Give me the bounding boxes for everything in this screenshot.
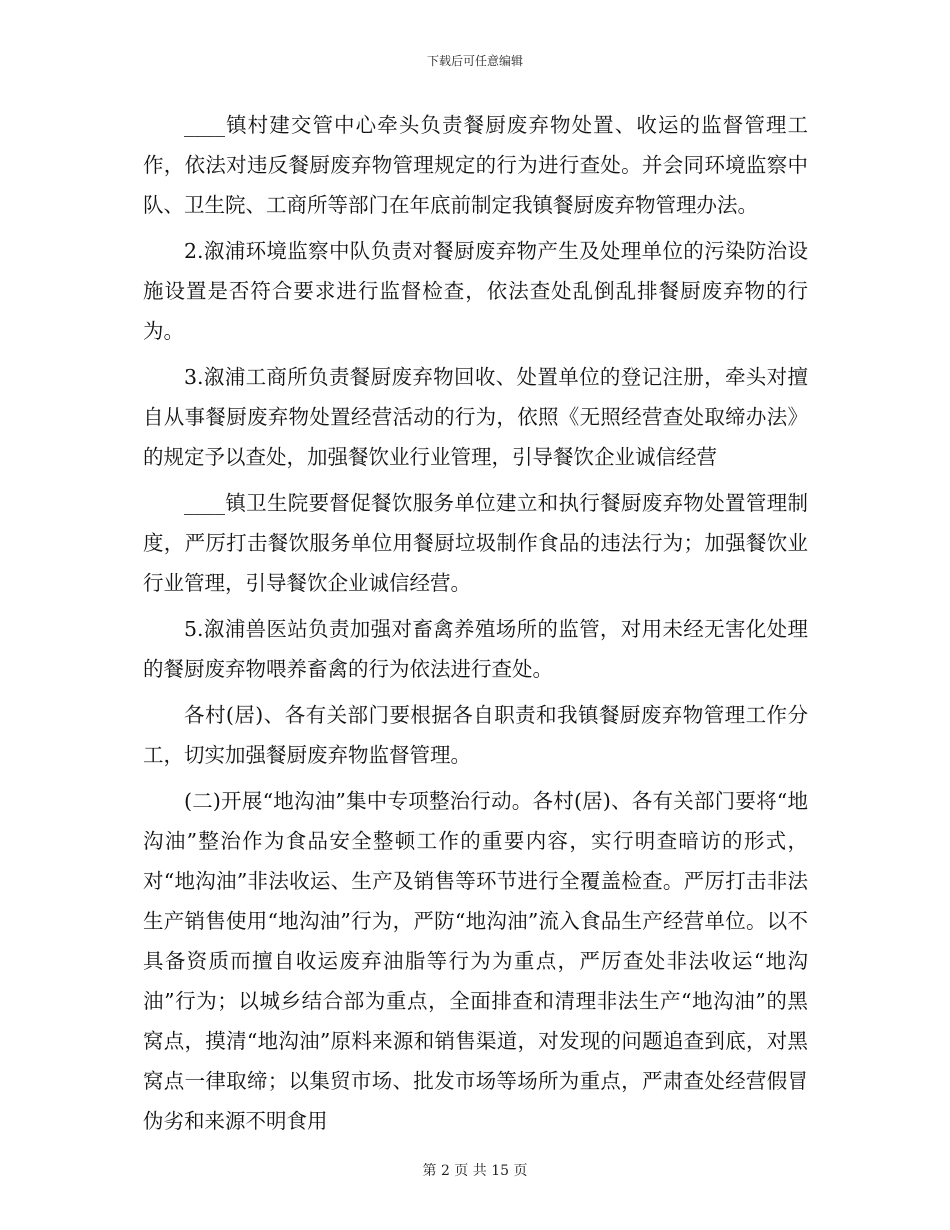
document-body <box>143 105 808 1147</box>
paragraph-6: 各村(居)、各有关部门要根据各自职责和我镇餐厨废弃物管理工作分工，切实加强餐厨废弃物监督管理。 <box>143 703 808 767</box>
page-header: 下载后可任意编辑 <box>426 54 523 68</box>
paragraph-5: 5.溆浦兽医站负责加强对畜禽养殖场所的监管，对用未经无害化处理的餐厨废弃物喂养畜禽的行为依法进行查处。 <box>143 617 808 681</box>
paragraph-4: ____镇卫生院要督促餐饮服务单位建立和执行餐厨废弃物处置管理制度，严厉打击餐饮服务单位用餐厨垃圾制作食品的违法行为；加强餐饮业行业管理，引导餐饮企业诚信经营。 <box>143 491 808 595</box>
paragraph-2: 2.溆浦环境监察中队负责对餐厨废弃物产生及处理单位的污染防治设施设置是否符合要求进行监督检查，依法查处乱倒乱排餐厨废弃物的行为。 <box>143 239 808 343</box>
page-footer: 第 2 页 共 15 页 <box>422 1163 528 1179</box>
paragraph-7: (二)开展“地沟油”集中专项整治行动。各村(居)、各有关部门要将“地沟油”整治作为食品安全整顿工作的重要内容，实行明查暗访的形式，对“地沟油”非法收运、生产及销售等环节进行全覆盖检查。严厉打击非法生产销售使用“地沟油”行为，严防“地沟油”流入食品生产经营单位。以不具备资质而擅自收运废弃油脂等行为为重点，严厉查处非法收运“地沟油”行为；以城乡结合部为重点，全面排查和清理非法生产“地沟油”的黑窝点，摸清“地沟油”原料来源和销售渠道，对发现的问题追查到底，对黑窝点一律取缔；以集贸市场、批发市场等场所为重点，严肃查处经营假冒伪劣和来源不明食用 <box>143 789 808 1133</box>
paragraph-1: ____镇村建交管中心牵头负责餐厨废弃物处置、收运的监督管理工作，依法对违反餐厨废弃物管理规定的行为进行查处。并会同环境监察中队、卫生院、工商所等部门在年底前制定我镇餐厨废弃物管理办法。 <box>143 113 808 217</box>
paragraph-3: 3.溆浦工商所负责餐厨废弃物回收、处置单位的登记注册，牵头对擅自从事餐厨废弃物处置经营活动的行为，依照《无照经营查处取缔办法》的规定予以查处，加强餐饮业行业管理，引导餐饮企业诚信经营 <box>143 365 808 469</box>
